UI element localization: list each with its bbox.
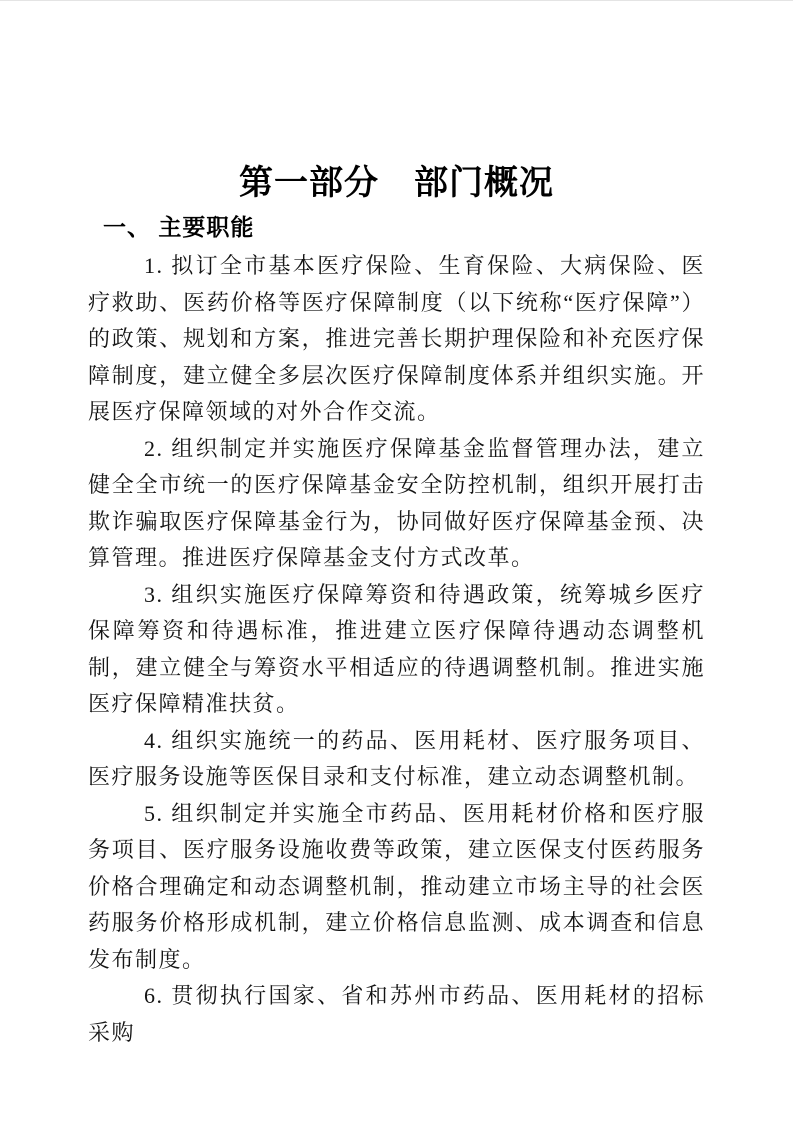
body-paragraph-4: 4. 组织实施统一的药品、医用耗材、医疗服务项目、医疗服务设施等医保目录和支付标准，建立动态调整机制。 <box>88 727 705 789</box>
body-paragraph-3: 3. 组织实施医疗保障筹资和待遇政策，统筹城乡医疗保障筹资和待遇标准，推进建立医疗保障待遇动态调整机制，建立健全与筹资水平相适应的待遇调整机制。推进实施医疗保障精准扶贫。 <box>88 581 705 716</box>
body-paragraph-5: 5. 组织制定并实施全市药品、医用耗材价格和医疗服务项目、医疗服务设施收费等政策，建立医保支付医药服务价格合理确定和动态调整机制，推动建立市场主导的社会医药服务价格形成机制，建立价格信息监测、成本调查和信息发布制度。 <box>88 800 705 972</box>
body-paragraph-2: 2. 组织制定并实施医疗保障基金监督管理办法，建立健全全市统一的医疗保障基金安全防控机制，组织开展打击欺诈骗取医疗保障基金行为，协同做好医疗保障基金预、决算管理。推进医疗保障基金支付方式改革。 <box>88 435 705 570</box>
body-paragraph-1: 1. 拟订全市基本医疗保险、生育保险、大病保险、医疗救助、医药价格等医疗保障制度（以下统称“医疗保障”）的政策、规划和方案，推进完善长期护理保险和补充医疗保障制度，建立健全多层次医疗保障制度体系并组织实施。开展医疗保障领域的对外合作交流。 <box>88 253 705 424</box>
document-body <box>88 248 705 1051</box>
document-title: 第一部分 部门概况 <box>239 164 554 202</box>
section-heading-main-functions: 一、 主要职能 <box>103 214 255 240</box>
body-paragraph-6: 6. 贯彻执行国家、省和苏州市药品、医用耗材的招标采购 <box>88 983 705 1045</box>
